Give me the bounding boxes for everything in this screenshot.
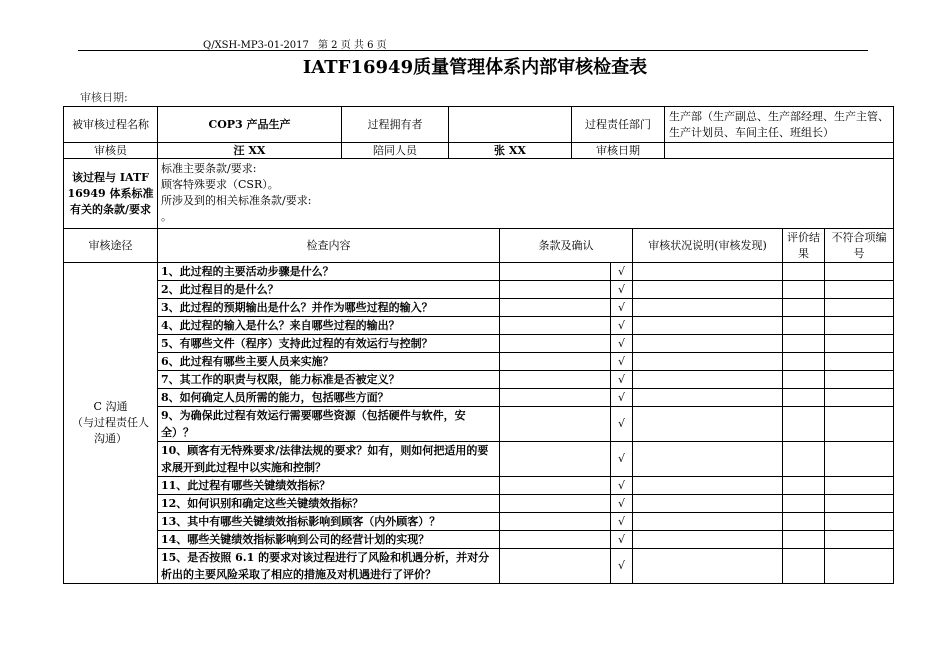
audit-finding-cell[interactable]	[632, 370, 783, 389]
check-item-text: 3、此过程的预期输出是什么？并作为哪些过程的输入？	[157, 298, 500, 317]
evaluation-cell[interactable]	[782, 406, 825, 442]
check-item-text: 4、此过程的输入是什么？来自哪些过程的输出？	[157, 316, 500, 335]
col-ncr: 不符合项编号	[824, 228, 894, 263]
ncr-number-cell[interactable]	[824, 494, 894, 513]
clause-cell[interactable]	[499, 262, 611, 281]
audit-finding-cell[interactable]	[632, 280, 783, 299]
date-label: 审核日期	[571, 142, 665, 159]
clause-cell[interactable]	[499, 530, 611, 549]
ncr-number-cell[interactable]	[824, 352, 894, 371]
clause-cell[interactable]	[499, 388, 611, 407]
evaluation-cell[interactable]	[782, 530, 825, 549]
check-item-text: 12、如何识别和确定这些关键绩效指标？	[157, 494, 500, 513]
dept-label: 过程责任部门	[571, 106, 665, 143]
audit-finding-cell[interactable]	[632, 476, 783, 495]
confirm-check: √	[610, 494, 633, 513]
standards-label: 该过程与 IATF 16949 体系标准有关的条款/要求	[63, 158, 158, 229]
confirm-check: √	[610, 298, 633, 317]
audit-finding-cell[interactable]	[632, 441, 783, 477]
ncr-number-cell[interactable]	[824, 530, 894, 549]
clause-cell[interactable]	[499, 352, 611, 371]
auditor-label: 审核员	[63, 142, 158, 159]
evaluation-cell[interactable]	[782, 262, 825, 281]
check-item-text: 2、此过程目的是什么？	[157, 280, 500, 299]
col-content: 检查内容	[157, 228, 500, 263]
check-item-text: 10、顾客有无特殊要求/法律法规的要求？如有，则如何把适用的要求展开到此过程中以实施和控制？	[157, 441, 500, 477]
evaluation-cell[interactable]	[782, 441, 825, 477]
check-item-text: 9、为确保此过程有效运行需要哪些资源（包括硬件与软件，安全）？	[157, 406, 500, 442]
clause-cell[interactable]	[499, 316, 611, 335]
clause-cell[interactable]	[499, 512, 611, 531]
audit-finding-cell[interactable]	[632, 530, 783, 549]
check-item-text: 6、此过程有哪些主要人员来实施？	[157, 352, 500, 371]
confirm-check: √	[610, 316, 633, 335]
ncr-number-cell[interactable]	[824, 548, 894, 584]
route-communication: C 沟通 （与过程责任人沟通）	[63, 262, 158, 584]
confirm-check: √	[610, 388, 633, 407]
auditor-value: 汪 XX	[157, 142, 342, 159]
confirm-check: √	[610, 334, 633, 353]
evaluation-cell[interactable]	[782, 494, 825, 513]
audit-finding-cell[interactable]	[632, 406, 783, 442]
audit-finding-cell[interactable]	[632, 388, 783, 407]
dept-value: 生产部（生产副总、生产部经理、生产主管、生产计划员、车间主任、班组长）	[664, 106, 894, 143]
clause-cell[interactable]	[499, 334, 611, 353]
ncr-number-cell[interactable]	[824, 441, 894, 477]
audit-finding-cell[interactable]	[632, 352, 783, 371]
confirm-check: √	[610, 352, 633, 371]
col-status: 审核状况说明(审核发现)	[632, 228, 783, 263]
check-item-text: 15、是否按照 6.1 的要求对该过程进行了风险和机遇分析，并对分析出的主要风险采取了相应的措施及对机遇进行了评价？	[157, 548, 500, 584]
accompany-label: 陪同人员	[341, 142, 449, 159]
confirm-check: √	[610, 262, 633, 281]
audit-finding-cell[interactable]	[632, 512, 783, 531]
date-value[interactable]	[664, 142, 894, 159]
ncr-number-cell[interactable]	[824, 476, 894, 495]
confirm-check: √	[610, 530, 633, 549]
col-evaluation: 评价结果	[782, 228, 825, 263]
col-route: 审核途径	[63, 228, 158, 263]
evaluation-cell[interactable]	[782, 334, 825, 353]
evaluation-cell[interactable]	[782, 512, 825, 531]
confirm-check: √	[610, 280, 633, 299]
ncr-number-cell[interactable]	[824, 406, 894, 442]
audit-finding-cell[interactable]	[632, 298, 783, 317]
check-item-text: 5、有哪些文件（程序）支持此过程的有效运行与控制？	[157, 334, 500, 353]
ncr-number-cell[interactable]	[824, 512, 894, 531]
check-item-text: 11、此过程有哪些关键绩效指标？	[157, 476, 500, 495]
clause-cell[interactable]	[499, 280, 611, 299]
confirm-check: √	[610, 476, 633, 495]
ncr-number-cell[interactable]	[824, 316, 894, 335]
evaluation-cell[interactable]	[782, 476, 825, 495]
audit-finding-cell[interactable]	[632, 334, 783, 353]
ncr-number-cell[interactable]	[824, 280, 894, 299]
process-name-label: 被审核过程名称	[63, 106, 158, 143]
col-clause: 条款及确认	[499, 228, 633, 263]
check-item-text: 7、其工作的职责与权限，能力标准是否被定义？	[157, 370, 500, 389]
evaluation-cell[interactable]	[782, 548, 825, 584]
confirm-check: √	[610, 370, 633, 389]
ncr-number-cell[interactable]	[824, 334, 894, 353]
process-name-value: COP3 产品生产	[157, 106, 342, 143]
audit-finding-cell[interactable]	[632, 494, 783, 513]
owner-value[interactable]	[448, 106, 572, 143]
evaluation-cell[interactable]	[782, 370, 825, 389]
evaluation-cell[interactable]	[782, 352, 825, 371]
evaluation-cell[interactable]	[782, 388, 825, 407]
ncr-number-cell[interactable]	[824, 298, 894, 317]
audit-finding-cell[interactable]	[632, 548, 783, 584]
clause-cell[interactable]	[499, 494, 611, 513]
check-item-text: 8、如何确定人员所需的能力，包括哪些方面？	[157, 388, 500, 407]
check-item-text: 14、哪些关键绩效指标影响到公司的经营计划的实现？	[157, 530, 500, 549]
standards-line-3: 所涉及到的相关标准条款/要求:	[161, 194, 312, 207]
confirm-check: √	[610, 441, 633, 477]
evaluation-cell[interactable]	[782, 280, 825, 299]
page-header-rule	[78, 20, 868, 51]
clause-cell[interactable]	[499, 441, 611, 477]
accompany-value: 张 XX	[448, 142, 572, 159]
confirm-check: √	[610, 512, 633, 531]
standards-content	[157, 158, 894, 229]
ncr-number-cell[interactable]	[824, 388, 894, 407]
clause-cell[interactable]	[499, 476, 611, 495]
clause-cell[interactable]	[499, 370, 611, 389]
standards-line-2: 顾客特殊要求（CSR）。	[161, 178, 279, 191]
confirm-check: √	[610, 406, 633, 442]
owner-label: 过程拥有者	[341, 106, 449, 143]
standards-line-4: 。	[161, 210, 172, 223]
audit-date-label: 审核日期:	[80, 91, 128, 104]
check-item-text: 13、其中有哪些关键绩效指标影响到顾客（内外顾客）？	[157, 512, 500, 531]
page-title: IATF16949质量管理体系内部审核检查表	[302, 57, 648, 78]
document-code: Q/XSH-MP3-01-2017	[203, 40, 309, 51]
standards-line-1: 标准主要条款/要求:	[161, 162, 257, 175]
clause-cell[interactable]	[499, 548, 611, 584]
confirm-check: √	[610, 548, 633, 584]
audit-finding-cell[interactable]	[632, 262, 783, 281]
ncr-number-cell[interactable]	[824, 370, 894, 389]
evaluation-cell[interactable]	[782, 298, 825, 317]
ncr-number-cell[interactable]	[824, 262, 894, 281]
page-number: 第 2 页 共 6 页	[318, 40, 387, 51]
clause-cell[interactable]	[499, 298, 611, 317]
check-item-text: 1、此过程的主要活动步骤是什么？	[157, 262, 500, 281]
clause-cell[interactable]	[499, 406, 611, 442]
evaluation-cell[interactable]	[782, 316, 825, 335]
audit-finding-cell[interactable]	[632, 316, 783, 335]
